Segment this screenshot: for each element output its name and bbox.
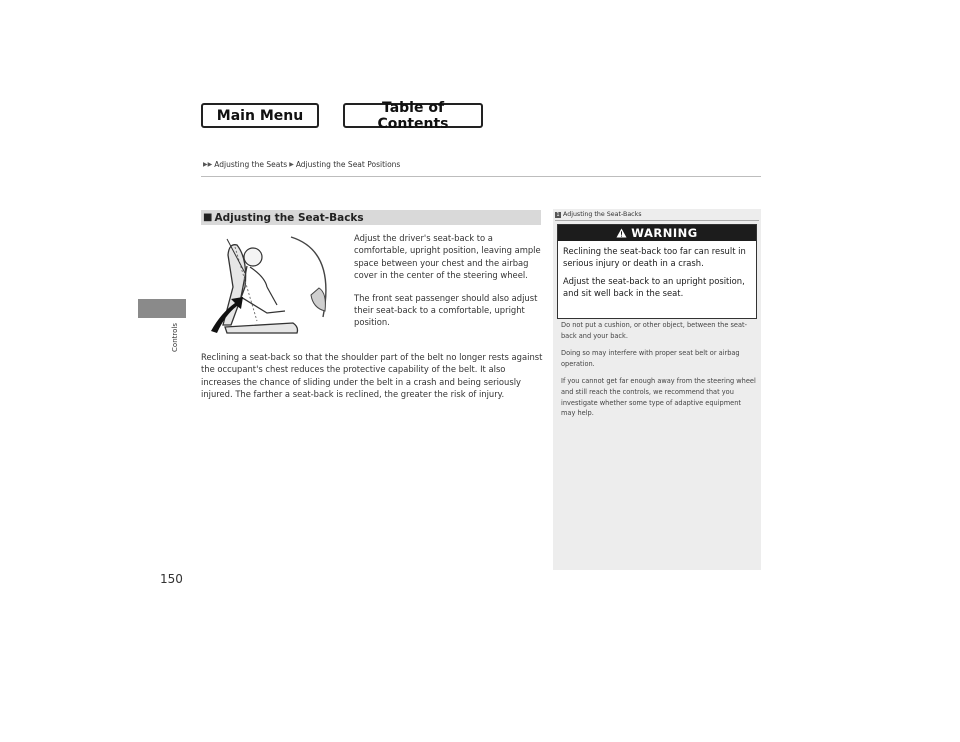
page-number: 150 [160,572,183,586]
instruction-paragraph-passenger: The front seat passenger should also adjust their seat-back to a comfortable, upright position. [354,292,538,328]
recline-risk-paragraph: Reclining a seat-back so that the shoulder part of the belt no longer rests against the occupant's chest reduces the protective capability of the belt. It also increases the chance of sliding under the belt in a crash and being seriously injured. The farther a seat-back is reclined, the greater the risk of injury. [201,352,543,400]
sidebar-notes [553,209,761,570]
breadcrumb [203,160,400,169]
note-marker-icon: 1 [556,211,560,218]
section-header [201,210,541,225]
warning-title: WARNING [631,226,698,240]
sidebar-heading [555,211,642,218]
warning-box [557,224,757,319]
sidebar-note-3: If you cannot get far enough away from the steering wheel and still reach the controls, we recommend that you investigate whether some type of adaptive equipment may help. [561,377,756,418]
instruction-paragraph-driver: Adjust the driver's seat-back to a comfortable, upright position, leaving ample space between your chest and the airbag cover in the center of the steering wheel. [354,233,541,281]
sidebar-note-1: Do not put a cushion, or other object, between the seat-back and your back. [561,321,747,340]
seat-back-illustration [201,233,344,337]
breadcrumb-arrow-icon: ▶ [289,161,294,168]
sidebar-text [561,320,757,426]
breadcrumb-arrow-icon: ▶▶ [203,161,213,168]
side-tab-label: Controls [171,323,179,352]
main-menu-button[interactable]: Main Menu [201,103,319,128]
warning-triangle-icon [616,228,627,238]
side-tab-marker [138,299,186,318]
warning-text-1: Reclining the seat-back too far can result in serious injury or death in a crash. [563,246,746,268]
section-square-icon: ■ [203,212,213,223]
warning-text-2: Adjust the seat-back to an upright position, and sit well back in the seat. [563,276,745,298]
seat-back-instructions [354,232,544,339]
sidebar-heading-text[interactable]: Adjusting the Seat-Backs [563,211,642,218]
table-of-contents-button[interactable]: Table of Contents [343,103,483,128]
sidebar-divider [555,220,759,221]
warning-header [558,225,756,241]
breadcrumb-level2[interactable]: Adjusting the Seat Positions [295,160,401,169]
sidebar-note-2: Doing so may interfere with proper seat belt or airbag operation. [561,349,740,368]
header-divider [201,176,761,177]
breadcrumb-level1[interactable]: Adjusting the Seats [214,160,288,169]
warning-body [558,241,756,309]
section-title: Adjusting the Seat-Backs [214,211,364,224]
